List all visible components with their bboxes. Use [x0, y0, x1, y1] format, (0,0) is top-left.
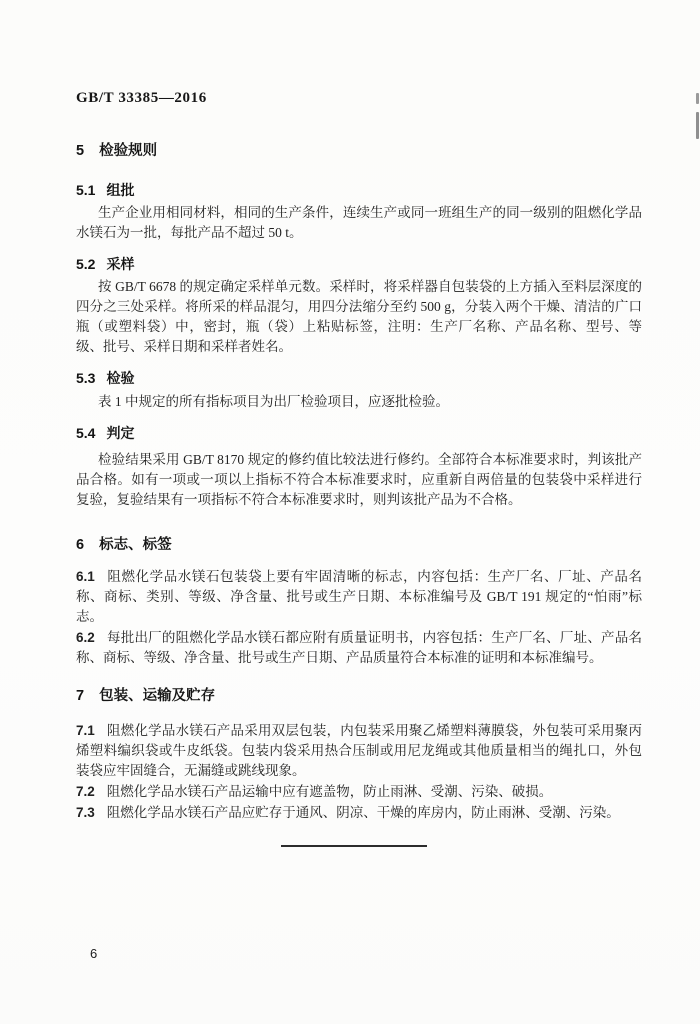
page-number: 6 [90, 946, 98, 961]
end-of-document-rule [281, 845, 427, 847]
clause-text: 阻燃化学品水镁石产品采用双层包装，内包装采用聚乙烯塑料薄膜袋，外包装可采用聚丙烯塑料编织袋或牛皮纸袋。包装内袋采用热合压制或用尼龙绳或其他质量相当的绳扎口，外包装袋应牢固缝合，无漏缝或跳线现象。 [76, 723, 642, 778]
section-title: 包装、运输及贮存 [99, 688, 216, 704]
section-title: 检验规则 [99, 143, 158, 159]
clause-6-2 [76, 628, 642, 668]
paragraph-5-1: 生产企业用相同材料，相同的生产条件，连续生产或同一班组生产的同一级别的阻燃化学品水镁石为一批，每批产品不超过 50 t。 [76, 205, 642, 240]
paragraph-5-3: 表 1 中规定的所有指标项目为出厂检验项目，应逐批检验。 [98, 394, 449, 409]
clause-text: 每批出厂的阻燃化学品水镁石都应附有质量证明书，内容包括：生产厂名、厂址、产品名称、商标、等级、净含量、批号或生产日期、产品质量符合本标准的证明和本标准编号。 [76, 630, 642, 665]
subsection-number: 5.3 [76, 370, 96, 386]
section-number: 6 [76, 537, 85, 553]
subsection-title: 采样 [106, 256, 135, 272]
paragraph-5-4: 检验结果采用 GB/T 8170 规定的修约值比较法进行修约。全部符合本标准要求时，判该批产品合格。如有一项或一项以上指标不符合本标准要求时，应重新自两倍量的包装袋中采样进行复验，复验结果有一项指标不符合本标准要求时，则判该批产品为不合格。 [76, 452, 642, 507]
clause-text: 阻燃化学品水镁石产品运输中应有遮盖物，防止雨淋、受潮、污染、破损。 [106, 784, 553, 799]
subsection-title: 判定 [106, 425, 135, 441]
subsection-title: 组批 [106, 182, 135, 198]
clause-number: 6.1 [76, 569, 95, 584]
standard-number-header: GB/T 33385—2016 [76, 90, 207, 106]
clause-text: 阻燃化学品水镁石产品应贮存于通风、阴凉、干燥的库房内，防止雨淋、受潮、污染。 [106, 805, 620, 820]
clause-number: 7.3 [76, 805, 95, 820]
section-heading-6 [76, 536, 642, 554]
section-number: 5 [76, 143, 85, 159]
subsection-number: 5.1 [76, 182, 96, 198]
subsection-heading-5-1 [76, 182, 642, 198]
scan-artifact-mark [696, 93, 699, 104]
subsection-number: 5.2 [76, 256, 96, 272]
subsection-title: 检验 [106, 370, 135, 386]
section-title: 标志、标签 [99, 537, 172, 553]
subsection-heading-5-2 [76, 256, 642, 272]
clause-text: 阻燃化学品水镁石包装袋上要有牢固清晰的标志，内容包括：生产厂名、厂址、产品名称、商标、类别、等级、净含量、批号或生产日期、本标准编号及 GB/T 191 规定的“怕雨”标志。 [76, 569, 642, 624]
clause-7-1 [76, 721, 642, 781]
clause-7-3 [76, 803, 642, 823]
subsection-number: 5.4 [76, 425, 96, 441]
section-number: 7 [76, 688, 85, 704]
section-heading-5 [76, 142, 642, 160]
clause-7-2 [76, 782, 642, 802]
scan-artifact-mark [696, 112, 699, 139]
clause-6-1 [76, 567, 642, 627]
section-heading-7 [76, 687, 642, 705]
clause-number: 7.2 [76, 784, 95, 799]
clause-number: 7.1 [76, 723, 95, 738]
clause-number: 6.2 [76, 630, 95, 645]
subsection-heading-5-4 [76, 425, 642, 441]
paragraph-5-2: 按 GB/T 6678 的规定确定采样单元数。采样时，将采样器自包装袋的上方插入至料层深度的四分之三处采样。将所采的样品混匀，用四分法缩分至约 500 g，分装入两个干燥、清洁的广口瓶（或塑料袋）中，密封，瓶（袋）上粘贴标签，注明：生产厂名称、产品名称、型号、等级、批号、采样日期和采样者姓名。 [76, 279, 642, 354]
subsection-heading-5-3 [76, 370, 642, 386]
